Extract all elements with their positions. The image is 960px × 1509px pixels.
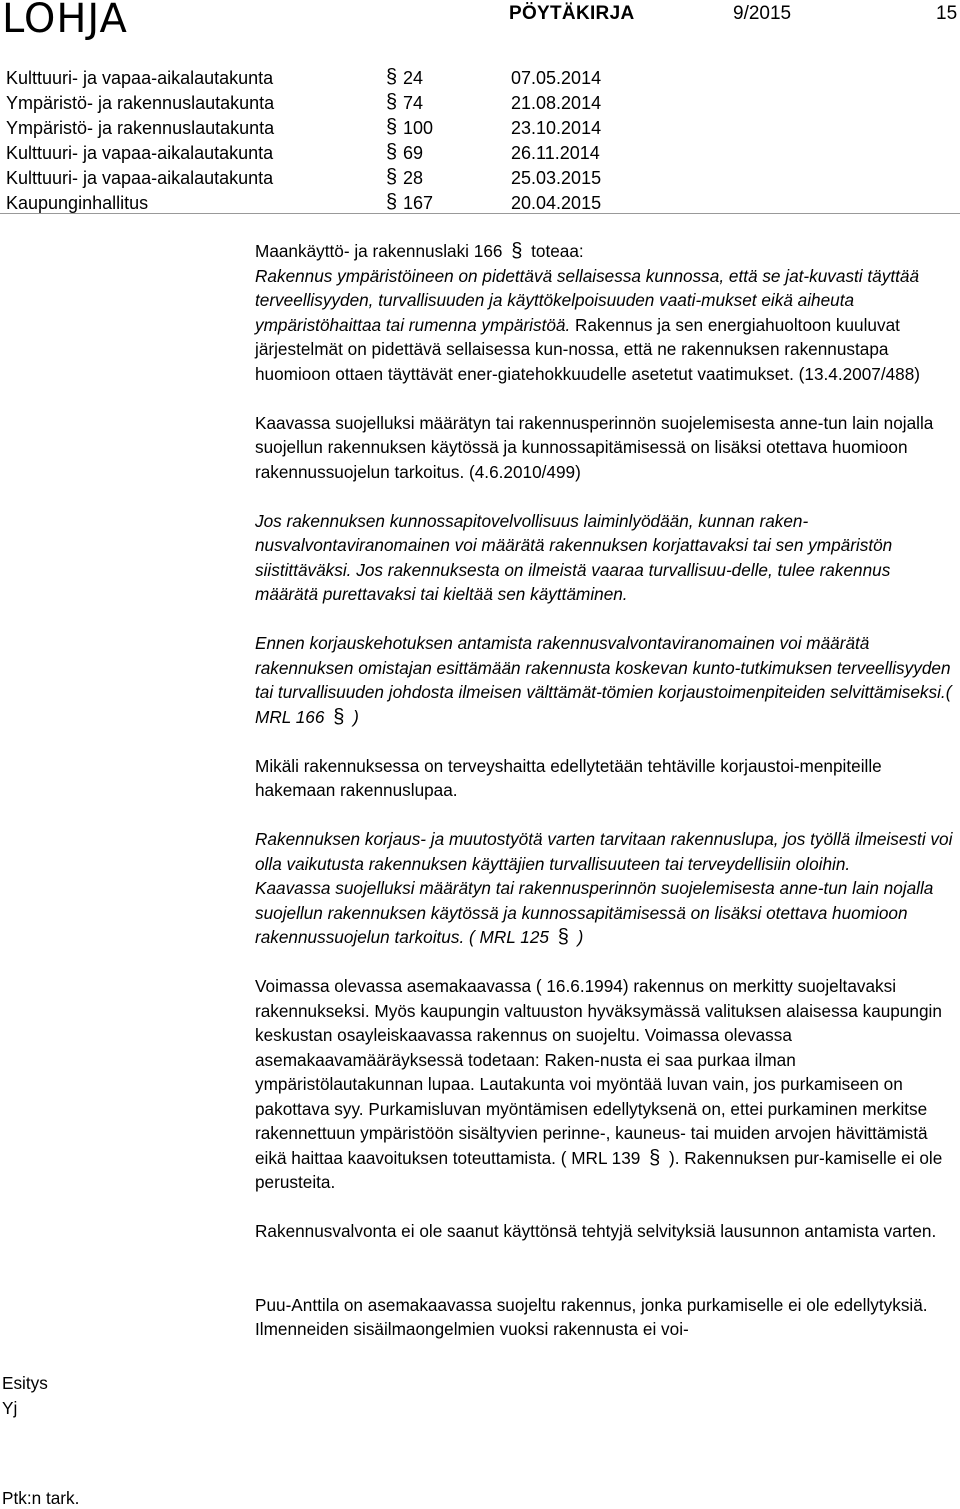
section-icon: §	[386, 66, 398, 88]
paragraph-proposal: Puu-Anttila on asemakaavassa suojeltu rakennus, jonka purkamiselle ei ole edellytyksiä. Ilmenneiden sisäilmaongelmien vuoksi rakennusta ei voi-	[255, 1294, 928, 1339]
zoning-end: ). Rakennuksen pur-kamiselle ei ole perusteita.	[255, 1147, 943, 1192]
paragraph-zoning	[255, 974, 957, 1195]
paragraph-building-control: Rakennusvalvonta ei ole saanut käyttönsä tehtyjä selvityksiä lausunnon antamista varten.	[255, 1221, 937, 1241]
reference-number: 167	[403, 193, 434, 213]
reference-number: 24	[403, 68, 424, 88]
reference-date: 25.03.2015	[511, 168, 602, 188]
document-number: 9/2015	[733, 3, 792, 24]
paragraph-permit: Rakennuksen korjaus- ja muutostyötä varten tarvitaan rakennuslupa, jos työllä ilmeisesti voi olla vaikutusta rakennuksen käyttäjien turvallisuuteen tai terveydellisiin oloihin.	[255, 829, 953, 874]
paragraph-law-intro	[255, 239, 957, 386]
document-body	[255, 239, 957, 1342]
section-icon: §	[386, 116, 398, 138]
section-icon: §	[557, 926, 569, 948]
paragraph-protected-building	[255, 876, 957, 950]
proposal-label: Esitys	[2, 1373, 48, 1393]
paragraph-health-hazard: Mikäli rakennuksessa on terveyshaitta edellytetään tehtäville korjaustoi-menpiteille hakemaan rakennuslupaa.	[255, 755, 882, 800]
reference-date: 23.10.2014	[511, 118, 602, 138]
page-header	[0, 0, 960, 40]
page-number: 15	[936, 3, 958, 24]
protected-building-end: )	[577, 927, 584, 947]
section-icon: §	[386, 191, 398, 213]
document-type: PÖYTÄKIRJA	[509, 3, 635, 24]
reference-row	[6, 166, 960, 191]
section-icon: §	[511, 240, 523, 262]
zoning-text: Voimassa olevassa asemakaavassa ( 16.6.1994) rakennus on merkitty suojeltavaksi rakennukseksi. Myös kaupungin valtuuston hyväksymässä valituksen alaisessa kaupungin keskustan osayleiskaavassa rakennus on suojeltu. Voimassa olevassa asemakaavamääräyksessä todetaan: Raken-nusta ei saa purkaa ilman ympäristölautakunnan lupaa. Lautakunta voi myöntää luvan vain, jos purkamiseen on pakottava syy. Purkamisluvan myöntämisen edellytyksenä on, ettei purkaminen merkitse rakennettuun ympäristöön sisältyvien perinne-, kauneus- tai muiden arvojen hävittämistä eikä haittaa kaavoituksen toteuttamista. ( MRL 139	[255, 976, 942, 1168]
reference-body: Kaupunginhallitus	[6, 193, 149, 213]
reference-date: 26.11.2014	[511, 143, 600, 163]
law-reference-text: Maankäyttö- ja rakennuslaki 166	[255, 241, 503, 261]
reference-body: Kulttuuri- ja vapaa-aikalautakunta	[6, 143, 274, 163]
reference-body: Kulttuuri- ja vapaa-aikalautakunta	[6, 68, 274, 88]
section-icon: §	[386, 166, 398, 188]
paragraph-maintenance: Jos rakennuksen kunnossapitovelvollisuus laiminlyödään, kunnan raken-nusvalvontaviranomainen voi määrätä rakennuksen korjattavaksi tai sen ympäristön siistittäväksi. Jos rakennuksesta on ilmeistä vaaraa turvallisuu-delle, tulee rakennus määrätä purettavaksi tai kieltää sen käyttäminen.	[255, 510, 893, 604]
protected-building-text: Kaavassa suojelluksi määrätyn tai rakennusperinnön suojelemisesta anne-tun lain nojalla suojellun rakennuksen käytössä ja kunnossapitämisessä on lisäksi otettava huomioon rakennussuojelun tarkoitus. ( MRL 125	[255, 878, 934, 947]
reference-body: Kulttuuri- ja vapaa-aikalautakunta	[6, 168, 274, 188]
quoted-law-text: Rakennus ympäristöineen on pidettävä sellaisessa kunnossa, että se jat-kuvasti täyttää terveellisyyden, turvallisuuden ja käyttökelpoisuuden vaati-mukset eikä aiheuta ympäristöhaittaa tai rumenna ympäristöä.	[255, 265, 920, 335]
inspection-end: )	[353, 706, 359, 727]
reference-number: 28	[403, 168, 424, 188]
reference-row	[6, 116, 960, 141]
law-reference-end: toteaa:	[531, 241, 584, 261]
section-icon: §	[386, 141, 398, 163]
reference-body: Ympäristö- ja rakennuslautakunta	[6, 93, 275, 113]
reference-list	[6, 66, 960, 216]
law-text: Rakennus ja sen energiahuoltoon kuuluvat järjestelmät on pidettävä sellaisessa kun-nossa, että ne rakennuksen rakennustapa huomioon ottaen täyttävät ener-giatehokkuudelle asetetut vaatimukset. (13.4.2007/488)	[255, 314, 921, 384]
reference-number: 69	[403, 143, 424, 163]
section-icon: §	[649, 1146, 661, 1169]
reference-date: 07.05.2014	[511, 68, 602, 88]
presenter-label: Yj	[2, 1398, 18, 1418]
inspection-text: Ennen korjauskehotuksen antamista rakennusvalvontaviranomainen voi määrätä rakennuksen omistajan esittämään rakennusta koskevan kunto-tutkimuksen terveellisyyden tai turvallisuuden johdosta ilmeisen välttämät-tömien korjaustoimenpiteiden selvittämiseksi.( MRL 166	[255, 633, 952, 727]
paragraph-protection: Kaavassa suojelluksi määrätyn tai rakennusperinnön suojelemisesta anne-tun lain nojalla suojellun rakennuksen käytössä ja kunnossapitämisessä on lisäksi otettava huomioon rakennussuojelun tarkoitus. (4.6.2010/499)	[255, 412, 934, 482]
reference-row	[6, 91, 960, 116]
reference-row	[6, 141, 960, 166]
reference-date: 21.08.2014	[511, 93, 602, 113]
reference-number: 100	[403, 118, 434, 138]
footer-minutes-check: Ptk:n tark.	[2, 1488, 80, 1508]
section-icon: §	[333, 705, 345, 728]
reference-date: 20.04.2015	[511, 193, 602, 213]
reference-body: Ympäristö- ja rakennuslautakunta	[6, 118, 275, 138]
reference-number: 74	[403, 93, 424, 113]
reference-row	[6, 66, 960, 91]
organization-logo: LOHJA	[2, 0, 128, 42]
divider	[0, 213, 960, 214]
section-icon: §	[386, 91, 398, 113]
paragraph-inspection	[255, 631, 957, 729]
